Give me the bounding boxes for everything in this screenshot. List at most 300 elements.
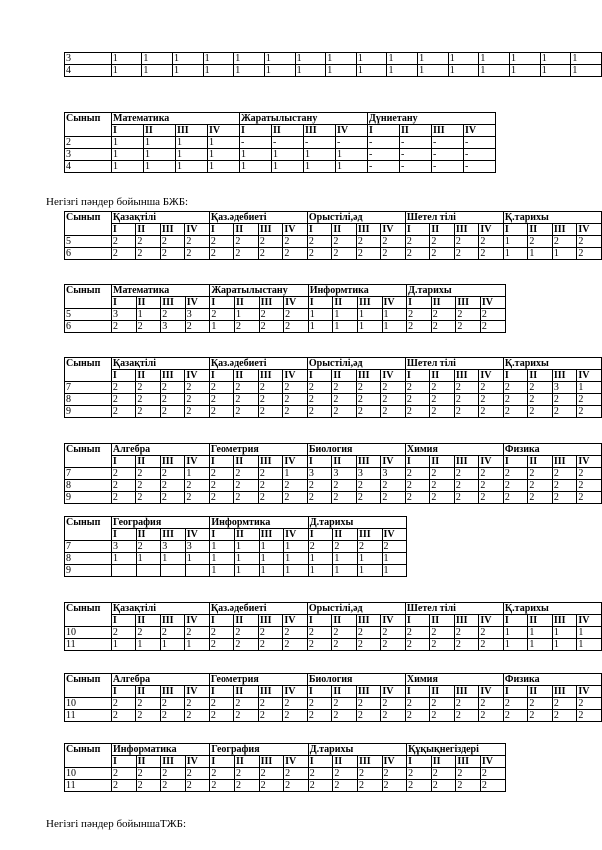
value-cell: 2 <box>161 309 186 321</box>
value-cell: 2 <box>381 639 406 651</box>
value-cell: 2 <box>234 627 259 639</box>
value-cell: 2 <box>283 382 308 394</box>
value-cell: 1 <box>185 468 210 480</box>
subject-header: Қазақтілі <box>111 212 209 224</box>
quarter-header: II <box>234 224 259 236</box>
value-cell: 1 <box>173 53 204 65</box>
value-cell: 2 <box>160 710 185 722</box>
heading-bjb: Негізгі пәндер бойынша БЖБ: <box>46 196 189 208</box>
value-cell: 2 <box>381 710 406 722</box>
value-cell: 1 <box>479 53 510 65</box>
value-cell: 2 <box>356 248 381 260</box>
value-cell: 2 <box>356 698 381 710</box>
value-cell: 1 <box>112 553 137 565</box>
value-cell: 2 <box>209 382 233 394</box>
value-cell: 2 <box>528 236 552 248</box>
value-cell: 1 <box>160 639 185 651</box>
quarter-header: III <box>258 686 283 698</box>
quarter-header: II <box>332 615 357 627</box>
value-cell: 2 <box>528 710 552 722</box>
value-cell: 2 <box>210 780 235 792</box>
table-row <box>65 53 602 65</box>
quarter-header: II <box>528 615 552 627</box>
value-cell: 2 <box>185 780 210 792</box>
value-cell: 2 <box>185 248 210 260</box>
value-cell: 2 <box>259 321 284 333</box>
table-block <box>64 52 602 77</box>
value-cell: - <box>432 161 464 173</box>
value-cell: 2 <box>454 639 479 651</box>
value-cell: 2 <box>136 406 160 418</box>
value-cell: 2 <box>405 236 429 248</box>
quarter-header: II <box>234 615 259 627</box>
table-row <box>65 248 602 260</box>
quarter-header: I <box>368 125 400 137</box>
value-cell: 2 <box>185 394 210 406</box>
value-cell: 2 <box>332 492 356 504</box>
value-cell: 2 <box>356 639 381 651</box>
quarter-header: I <box>112 297 137 309</box>
value-cell: 1 <box>510 65 541 77</box>
value-cell: 2 <box>209 394 233 406</box>
header-row <box>65 113 496 125</box>
value-cell: 2 <box>307 698 331 710</box>
value-cell: 2 <box>431 321 456 333</box>
table-row <box>65 137 496 149</box>
quarter-header: I <box>111 224 135 236</box>
quarter-header: II <box>430 224 454 236</box>
value-cell: 2 <box>430 627 454 639</box>
class-cell: 8 <box>65 480 112 492</box>
subject-header: Д.тарихы <box>407 285 505 297</box>
table-block <box>64 284 506 333</box>
value-cell: 2 <box>209 248 233 260</box>
subject-header: Математика <box>112 113 240 125</box>
value-cell: 2 <box>210 768 235 780</box>
value-cell: 1 <box>503 236 527 248</box>
value-cell: 1 <box>336 149 368 161</box>
value-cell: 2 <box>185 236 210 248</box>
value-cell: 2 <box>307 406 331 418</box>
value-cell: 1 <box>503 627 527 639</box>
value-cell: 2 <box>209 639 233 651</box>
quarter-header: IV <box>283 686 308 698</box>
quarter-header: I <box>209 224 233 236</box>
schedule-table <box>64 673 602 722</box>
value-cell: 2 <box>479 639 504 651</box>
value-cell: 2 <box>430 492 454 504</box>
value-cell: 2 <box>577 480 602 492</box>
subject-header: Орыстілі,әд <box>307 358 405 370</box>
value-cell: 2 <box>381 492 406 504</box>
value-cell: 2 <box>111 382 135 394</box>
value-cell: 2 <box>405 627 429 639</box>
quarter-header: I <box>209 456 233 468</box>
value-cell: 2 <box>185 710 210 722</box>
quarter-header: IV <box>479 224 504 236</box>
value-cell: 1 <box>304 161 336 173</box>
subject-header: Шетел тілі <box>405 212 503 224</box>
value-cell: 2 <box>430 406 454 418</box>
value-cell: - <box>272 137 304 149</box>
table-row <box>65 639 602 651</box>
quarter-header: II <box>333 529 358 541</box>
value-cell: 1 <box>333 321 358 333</box>
quarter-header: III <box>258 615 283 627</box>
value-cell: 1 <box>333 565 358 577</box>
subject-header: Қ.тарихы <box>503 212 601 224</box>
class-column-header: Сынып <box>65 285 112 309</box>
table-row <box>65 480 602 492</box>
table-row <box>65 468 602 480</box>
value-cell: 2 <box>136 627 160 639</box>
table-row <box>65 382 602 394</box>
quarter-header: IV <box>283 456 308 468</box>
value-cell: 2 <box>259 780 284 792</box>
quarter-header: I <box>209 615 233 627</box>
value-cell: 3 <box>552 382 577 394</box>
quarter-header: II <box>430 456 454 468</box>
value-cell: - <box>432 137 464 149</box>
value-cell: 1 <box>418 53 449 65</box>
value-cell: 1 <box>203 65 234 77</box>
value-cell: 2 <box>552 394 577 406</box>
value-cell: 2 <box>382 780 407 792</box>
subject-header: Қазақтілі <box>111 603 209 615</box>
quarter-header: III <box>454 224 479 236</box>
value-cell: 1 <box>259 565 284 577</box>
value-cell: 2 <box>209 406 233 418</box>
value-cell: 2 <box>307 236 331 248</box>
quarter-header: IV <box>480 756 505 768</box>
value-cell: 2 <box>234 698 259 710</box>
value-cell: 2 <box>407 321 432 333</box>
quarter-header: IV <box>185 686 210 698</box>
value-cell: 2 <box>307 639 331 651</box>
value-cell: 1 <box>357 321 382 333</box>
value-cell: 2 <box>284 309 309 321</box>
value-cell: 1 <box>333 309 358 321</box>
value-cell: 2 <box>381 382 406 394</box>
value-cell: 1 <box>111 639 135 651</box>
value-cell: 1 <box>479 65 510 77</box>
subject-header: Қаз.әдебиеті <box>209 603 307 615</box>
value-cell: 2 <box>136 248 160 260</box>
value-cell: 2 <box>185 768 210 780</box>
value-cell: 1 <box>356 65 387 77</box>
quarter-header: III <box>304 125 336 137</box>
value-cell: 1 <box>387 53 418 65</box>
value-cell: 2 <box>381 627 406 639</box>
class-column-header: Сынып <box>65 674 112 698</box>
value-cell: 1 <box>264 53 295 65</box>
value-cell: - <box>368 149 400 161</box>
subject-header: Алгебра <box>111 674 209 686</box>
quarter-header: IV <box>283 615 308 627</box>
subject-header: Химия <box>405 444 503 456</box>
value-cell: 1 <box>210 541 235 553</box>
value-cell: 2 <box>258 468 283 480</box>
header-row <box>65 358 602 370</box>
quarter-header: III <box>356 370 381 382</box>
value-cell: 2 <box>431 309 456 321</box>
value-cell: 2 <box>356 236 381 248</box>
value-cell: 2 <box>577 406 602 418</box>
value-cell: - <box>400 161 432 173</box>
quarter-header: IV <box>185 615 210 627</box>
value-cell: 1 <box>208 149 240 161</box>
value-cell <box>185 565 210 577</box>
quarter-header: I <box>307 686 331 698</box>
value-cell: 1 <box>326 53 357 65</box>
value-cell: 2 <box>357 541 382 553</box>
value-cell: 2 <box>332 480 356 492</box>
schedule-table <box>64 357 602 418</box>
value-cell: 2 <box>111 627 135 639</box>
value-cell: 1 <box>528 639 552 651</box>
value-cell: 2 <box>307 248 331 260</box>
quarter-header: II <box>333 297 358 309</box>
value-cell: 2 <box>430 248 454 260</box>
subject-header: Биология <box>307 444 405 456</box>
table-block <box>64 743 506 792</box>
quarter-header: I <box>503 456 527 468</box>
value-cell: 2 <box>160 627 185 639</box>
value-cell: 2 <box>479 468 504 480</box>
quarter-header: IV <box>185 456 210 468</box>
table-row <box>65 553 407 565</box>
value-cell: 2 <box>136 541 161 553</box>
value-cell: 2 <box>456 768 481 780</box>
quarter-header: I <box>210 756 235 768</box>
quarter-header: II <box>136 224 160 236</box>
value-cell: 2 <box>111 468 135 480</box>
value-cell: 1 <box>234 309 259 321</box>
value-cell: 2 <box>258 382 283 394</box>
value-cell: 2 <box>479 248 504 260</box>
quarter-header: III <box>454 686 479 698</box>
value-cell: 3 <box>161 321 186 333</box>
value-cell: 2 <box>160 480 185 492</box>
quarter-header: I <box>112 529 137 541</box>
table-block <box>64 602 602 651</box>
value-cell: 2 <box>381 248 406 260</box>
quarter-header: III <box>259 756 284 768</box>
value-cell: 2 <box>258 710 283 722</box>
quarter-header: III <box>356 456 381 468</box>
quarter-header: II <box>234 529 259 541</box>
value-cell: 1 <box>234 65 265 77</box>
value-cell: 2 <box>136 321 161 333</box>
value-cell: 2 <box>480 321 505 333</box>
quarter-header: III <box>552 224 577 236</box>
quarter-header: I <box>112 125 144 137</box>
quarter-header: IV <box>185 529 210 541</box>
value-cell: 2 <box>209 698 233 710</box>
value-cell: 2 <box>454 468 479 480</box>
value-cell: 2 <box>185 698 210 710</box>
value-cell: 2 <box>283 710 308 722</box>
class-cell: 10 <box>65 768 112 780</box>
value-cell: 2 <box>258 627 283 639</box>
value-cell: 2 <box>577 394 602 406</box>
value-cell: 2 <box>382 541 407 553</box>
class-cell: 6 <box>65 321 112 333</box>
value-cell: 1 <box>210 565 235 577</box>
value-cell: 2 <box>283 627 308 639</box>
value-cell: 1 <box>577 627 602 639</box>
value-cell: 2 <box>454 248 479 260</box>
value-cell: 1 <box>144 137 176 149</box>
value-cell: 1 <box>284 541 309 553</box>
table-row <box>65 161 496 173</box>
value-cell: 2 <box>209 627 233 639</box>
value-cell: - <box>464 149 496 161</box>
table-row <box>65 627 602 639</box>
header-row <box>65 517 407 529</box>
value-cell: 2 <box>258 248 283 260</box>
value-cell: 2 <box>356 406 381 418</box>
value-cell: 2 <box>136 710 160 722</box>
quarter-row <box>65 615 602 627</box>
value-cell: 1 <box>387 65 418 77</box>
value-cell: 2 <box>111 236 135 248</box>
value-cell: 2 <box>234 382 259 394</box>
value-cell: 2 <box>209 710 233 722</box>
quarter-header: II <box>136 756 161 768</box>
quarter-header: II <box>332 370 357 382</box>
value-cell: 1 <box>176 137 208 149</box>
quarter-row <box>65 370 602 382</box>
value-cell: 2 <box>332 382 357 394</box>
quarter-header: II <box>528 224 552 236</box>
class-cell: 11 <box>65 780 112 792</box>
quarter-header: I <box>503 686 527 698</box>
quarter-header: III <box>161 756 186 768</box>
value-cell: - <box>368 137 400 149</box>
value-cell: 2 <box>283 492 308 504</box>
quarter-header: III <box>357 529 382 541</box>
quarter-header: II <box>136 370 160 382</box>
table-row <box>65 321 506 333</box>
schedule-table <box>64 443 602 504</box>
quarter-header: IV <box>336 125 368 137</box>
value-cell: 2 <box>454 480 479 492</box>
class-cell: 7 <box>65 382 112 394</box>
quarter-header: II <box>528 370 552 382</box>
value-cell: 2 <box>332 698 356 710</box>
value-cell: 1 <box>326 65 357 77</box>
quarter-header: III <box>456 756 481 768</box>
quarter-header: I <box>503 615 527 627</box>
class-cell: 10 <box>65 698 112 710</box>
value-cell: 2 <box>111 406 135 418</box>
value-cell: 2 <box>283 394 308 406</box>
quarter-header: III <box>160 615 185 627</box>
value-cell: 1 <box>112 161 144 173</box>
subject-header: Биология <box>307 674 405 686</box>
table-block <box>64 357 602 418</box>
schedule-table <box>64 602 602 651</box>
value-cell: 2 <box>332 236 357 248</box>
quarter-header: I <box>307 224 331 236</box>
value-cell: 2 <box>283 698 308 710</box>
value-cell: 2 <box>381 698 406 710</box>
value-cell: 2 <box>136 780 161 792</box>
value-cell: 2 <box>160 236 185 248</box>
quarter-row <box>65 456 602 468</box>
value-cell: 2 <box>479 627 504 639</box>
value-cell: 2 <box>307 710 331 722</box>
table-row <box>65 65 602 77</box>
quarter-header: III <box>454 615 479 627</box>
value-cell: 1 <box>210 321 235 333</box>
value-cell: 2 <box>454 710 479 722</box>
quarter-header: III <box>176 125 208 137</box>
value-cell: 2 <box>405 248 429 260</box>
value-cell: 1 <box>552 639 577 651</box>
value-cell: 1 <box>176 149 208 161</box>
class-cell: 4 <box>65 161 112 173</box>
value-cell: 2 <box>283 480 308 492</box>
class-cell: 9 <box>65 406 112 418</box>
value-cell: 2 <box>357 768 382 780</box>
header-row <box>65 285 506 297</box>
value-cell: 2 <box>577 492 602 504</box>
subject-header: Физика <box>503 444 601 456</box>
class-cell: 10 <box>65 627 112 639</box>
value-cell: 1 <box>176 161 208 173</box>
value-cell: 1 <box>234 541 259 553</box>
value-cell: 2 <box>356 394 381 406</box>
value-cell: 2 <box>136 768 161 780</box>
quarter-header: IV <box>185 370 210 382</box>
quarter-header: III <box>160 686 185 698</box>
value-cell: 2 <box>234 492 259 504</box>
quarter-header: I <box>405 615 429 627</box>
quarter-header: IV <box>284 529 309 541</box>
schedule-table <box>64 211 602 260</box>
subject-header: Жаратылыстану <box>210 285 308 297</box>
quarter-header: IV <box>185 756 210 768</box>
quarter-header: III <box>552 686 577 698</box>
value-cell <box>161 565 186 577</box>
table-row <box>65 492 602 504</box>
value-cell: 2 <box>577 468 602 480</box>
value-cell: 3 <box>185 309 210 321</box>
value-cell: 2 <box>160 382 185 394</box>
value-cell: 2 <box>234 394 259 406</box>
value-cell: 2 <box>430 382 454 394</box>
quarter-header: IV <box>577 370 602 382</box>
value-cell: 2 <box>503 698 527 710</box>
value-cell: 1 <box>144 161 176 173</box>
class-column-header: Сынып <box>65 744 112 768</box>
value-cell: 2 <box>356 480 381 492</box>
quarter-header: I <box>210 529 235 541</box>
quarter-header: I <box>111 370 135 382</box>
value-cell: 2 <box>528 382 552 394</box>
value-cell: 2 <box>185 406 210 418</box>
value-cell: 2 <box>479 698 504 710</box>
value-cell: 2 <box>234 406 259 418</box>
quarter-header: III <box>356 615 381 627</box>
value-cell: 2 <box>161 780 186 792</box>
subject-header: География <box>210 744 308 756</box>
table-row <box>65 565 407 577</box>
value-cell: 1 <box>234 53 265 65</box>
schedule-table <box>64 112 496 173</box>
